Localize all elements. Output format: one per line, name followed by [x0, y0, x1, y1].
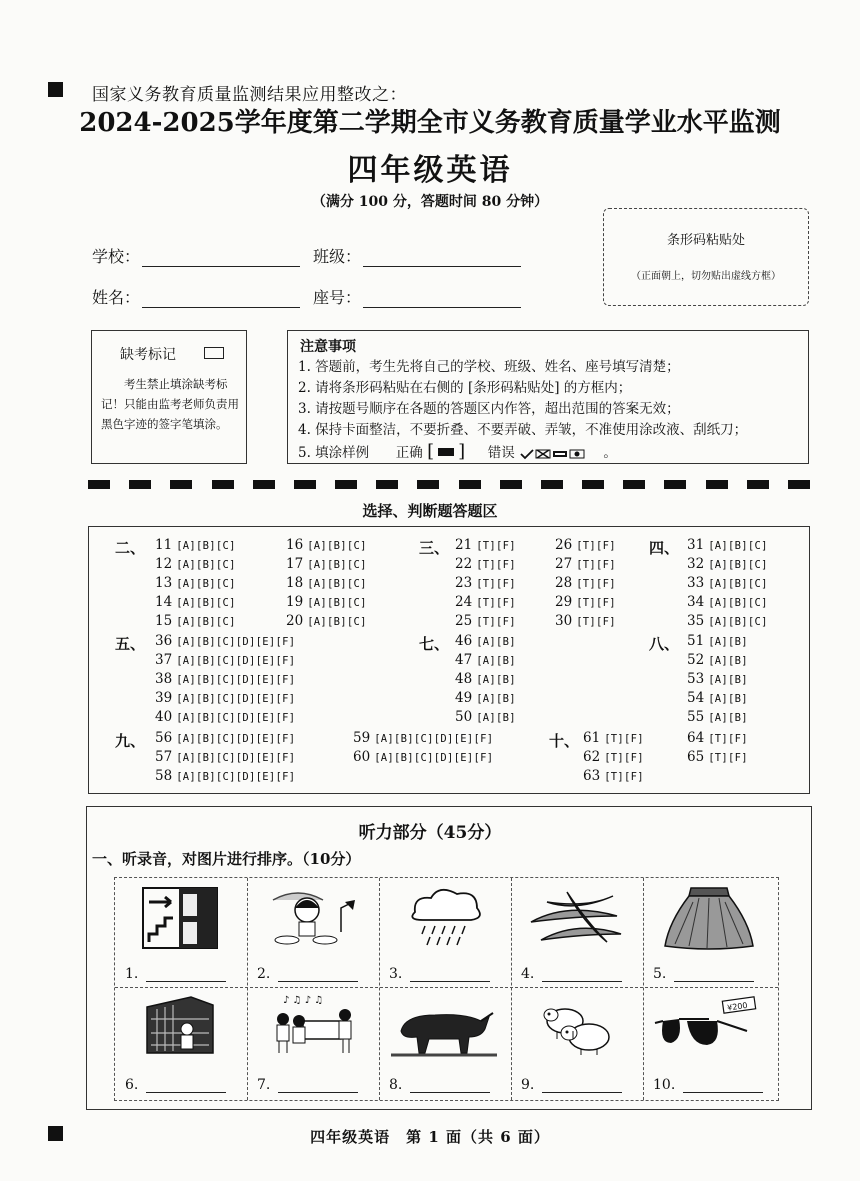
question-row[interactable]: 56 [A][B][C][D][E][F]: [155, 730, 296, 746]
question-row[interactable]: 25 [T][F]: [455, 613, 516, 629]
girl-eating-icon: [253, 882, 372, 950]
answer-blank-2[interactable]: 2.: [257, 966, 358, 982]
subject-title: 四年级英语: [347, 153, 513, 188]
question-row[interactable]: 34 [A][B][C]: [687, 594, 768, 610]
score-info: （满分 100 分，答题时间 80 分钟）: [311, 194, 549, 210]
question-row[interactable]: 24 [T][F]: [455, 594, 516, 610]
question-row[interactable]: 57 [A][B][C][D][E][F]: [155, 749, 296, 765]
question-row[interactable]: 31 [A][B][C]: [687, 537, 768, 553]
notes-box: [287, 330, 809, 464]
note-item: 1. 答题前，考生先将自己的学校、班级、姓名、座号填写清楚；: [298, 359, 680, 375]
question-row[interactable]: 27 [T][F]: [555, 556, 616, 572]
question-row[interactable]: 47 [A][B]: [455, 652, 516, 668]
question-row[interactable]: 23 [T][F]: [455, 575, 516, 591]
question-row[interactable]: 14 [A][B][C]: [155, 594, 236, 610]
section-7-label: 七、: [419, 635, 450, 653]
question-row[interactable]: 26 [T][F]: [555, 537, 616, 553]
note-item-example: 5. 填涂样例 正确 [ ] 错误 。: [298, 441, 617, 462]
question-row[interactable]: 38 [A][B][C][D][E][F]: [155, 671, 296, 687]
name-label: 姓名：: [92, 288, 141, 307]
wrong-label: 错误: [487, 445, 515, 461]
question-row[interactable]: 16 [A][B][C]: [286, 537, 367, 553]
picture-cell-3: [379, 878, 510, 987]
listening-title: 听力部分（45分）: [358, 823, 502, 843]
notice-line: 国家义务教育质量监测结果应用整改之：: [92, 85, 407, 105]
question-row[interactable]: 22 [T][F]: [455, 556, 516, 572]
section-9-label: 九、: [115, 732, 146, 750]
class-line: [363, 250, 521, 267]
absent-desc: 考生禁止填涂缺考标记！只能由监考老师负责用黑色字迹的签字笔填涂。: [101, 377, 239, 431]
question-row[interactable]: 15 [A][B][C]: [155, 613, 236, 629]
question-row[interactable]: 59 [A][B][C][D][E][F]: [353, 730, 494, 746]
class-field[interactable]: [313, 244, 521, 267]
question-row[interactable]: 36 [A][B][C][D][E][F]: [155, 633, 296, 649]
answer-blank-4[interactable]: 4.: [521, 966, 622, 982]
question-row[interactable]: 29 [T][F]: [555, 594, 616, 610]
section-8-label: 八、: [649, 635, 680, 653]
example-label: 5. 填涂样例: [298, 445, 370, 461]
picture-cell-7: [247, 987, 378, 1100]
question-row[interactable]: 37 [A][B][C][D][E][F]: [155, 652, 296, 668]
svg-text:¥200: ¥200: [726, 1000, 749, 1013]
question-row[interactable]: 35 [A][B][C]: [687, 613, 768, 629]
answer-blank-6[interactable]: 6.: [125, 1077, 226, 1093]
absent-checkbox[interactable]: [204, 347, 224, 359]
corner-mark-top: [48, 82, 63, 97]
correct-label: 正确: [395, 445, 423, 461]
question-row[interactable]: 50 [A][B]: [455, 709, 516, 725]
school-label: 学校：: [92, 247, 141, 266]
question-row[interactable]: 32 [A][B][C]: [687, 556, 768, 572]
answer-area-title: 选择、判断题答题区: [362, 502, 498, 520]
picture-cell-9: [511, 987, 642, 1100]
question-row[interactable]: 30 [T][F]: [555, 613, 616, 629]
absent-title: 缺考标记: [120, 347, 176, 363]
answer-blank-3[interactable]: 3.: [389, 966, 490, 982]
question-row[interactable]: 19 [A][B][C]: [286, 594, 367, 610]
question-row[interactable]: 63 [T][F]: [583, 768, 644, 784]
question-row[interactable]: 49 [A][B]: [455, 690, 516, 706]
stairs-door-icon: [121, 882, 240, 950]
question-row[interactable]: 48 [A][B]: [455, 671, 516, 687]
picture-grid: [114, 877, 779, 1101]
picture-cell-2: [247, 878, 378, 987]
answer-blank-10[interactable]: 10.: [653, 1077, 763, 1093]
question-row[interactable]: 61 [T][F]: [583, 730, 644, 746]
correct-sample-icon: [ ]: [427, 441, 466, 462]
section-10-label: 十、: [549, 732, 580, 750]
section-2-label: 二、: [115, 539, 146, 557]
listening-instruction: 一、听录音，对图片进行排序。（10分）: [92, 850, 361, 868]
barcode-title: 条形码粘贴处: [666, 233, 745, 248]
question-row[interactable]: 46 [A][B]: [455, 633, 516, 649]
question-row[interactable]: 39 [A][B][C][D][E][F]: [155, 690, 296, 706]
question-row[interactable]: 58 [A][B][C][D][E][F]: [155, 768, 296, 784]
picture-cell-8: [379, 987, 510, 1100]
barcode-note: （正面朝上，切勿贴出虚线方框）: [631, 271, 781, 282]
question-row[interactable]: 20 [A][B][C]: [286, 613, 367, 629]
note-item: 4. 保持卡面整洁，不要折叠、不要弄破、弄皱，不准使用涂改液、刮纸刀；: [298, 422, 748, 438]
green-beans-icon: [517, 882, 636, 950]
section-4-label: 四、: [649, 539, 680, 557]
bull-icon: [385, 991, 504, 1059]
wrong-sample-icon: [519, 448, 599, 460]
question-row[interactable]: 54 [A][B]: [687, 690, 748, 706]
question-row[interactable]: 51 [A][B]: [687, 633, 748, 649]
name-field[interactable]: [92, 285, 300, 308]
sunglasses-icon: [649, 991, 768, 1059]
answer-blank-9[interactable]: 9.: [521, 1077, 622, 1093]
question-row[interactable]: 53 [A][B]: [687, 671, 748, 687]
children-music-icon: [253, 991, 372, 1059]
section-3-label: 三、: [419, 539, 450, 557]
question-row[interactable]: 21 [T][F]: [455, 537, 516, 553]
picture-cell-1: [115, 878, 246, 987]
notes-list: [298, 357, 747, 464]
question-row[interactable]: 33 [A][B][C]: [687, 575, 768, 591]
question-row[interactable]: 18 [A][B][C]: [286, 575, 367, 591]
svg-text:♪ ♫ ♪ ♫: ♪ ♫ ♪ ♫: [283, 995, 324, 1006]
question-row[interactable]: 64 [T][F]: [687, 730, 748, 746]
picture-cell-5: [643, 878, 774, 987]
question-row[interactable]: 12 [A][B][C]: [155, 556, 236, 572]
note-item: 2. 请将条形码粘贴在右侧的 [条形码粘贴处] 的方框内；: [298, 380, 632, 396]
answer-area: [88, 526, 810, 794]
question-row[interactable]: 62 [T][F]: [583, 749, 644, 765]
section-5-label: 五、: [115, 635, 146, 653]
question-row[interactable]: 13 [A][B][C]: [155, 575, 236, 591]
question-row[interactable]: 17 [A][B][C]: [286, 556, 367, 572]
barcode-area: [603, 208, 809, 306]
tear-line: [88, 480, 810, 490]
rain-cloud-icon: [385, 882, 504, 950]
question-row[interactable]: 52 [A][B]: [687, 652, 748, 668]
page-footer: 四年级英语 第 1 面（共 6 面）: [310, 1128, 550, 1146]
seat-field[interactable]: [313, 285, 521, 308]
picture-cell-4: [511, 878, 642, 987]
school-line: [142, 250, 300, 267]
question-row[interactable]: 11 [A][B][C]: [155, 537, 236, 553]
exam-title: 2024-2025学年度第二学期全市义务教育质量学业水平监测: [79, 108, 781, 138]
sheep-icon: [517, 991, 636, 1059]
absent-mark-box: [91, 330, 247, 464]
question-row[interactable]: 55 [A][B]: [687, 709, 748, 725]
seat-label: 座号：: [313, 288, 362, 307]
note-item: 3. 请按题号顺序在各题的答题区内作答，超出范围的答案无效；: [298, 401, 680, 417]
class-label: 班级：: [313, 247, 362, 266]
notes-title: 注意事项: [300, 339, 356, 355]
answer-blank-8[interactable]: 8.: [389, 1077, 490, 1093]
question-row[interactable]: 60 [A][B][C][D][E][F]: [353, 749, 494, 765]
picture-cell-10: [643, 987, 774, 1100]
answer-blank-7[interactable]: 7.: [257, 1077, 358, 1093]
name-line: [142, 291, 300, 308]
skirt-icon: [649, 882, 768, 950]
answer-blank-5[interactable]: 5.: [653, 966, 754, 982]
question-row[interactable]: 40 [A][B][C][D][E][F]: [155, 709, 296, 725]
picture-cell-6: [115, 987, 246, 1100]
question-row[interactable]: 65 [T][F]: [687, 749, 748, 765]
question-row[interactable]: 28 [T][F]: [555, 575, 616, 591]
school-field[interactable]: [92, 244, 300, 267]
answer-blank-1[interactable]: 1.: [125, 966, 226, 982]
bookshelf-icon: [121, 991, 240, 1059]
seat-line: [363, 291, 521, 308]
